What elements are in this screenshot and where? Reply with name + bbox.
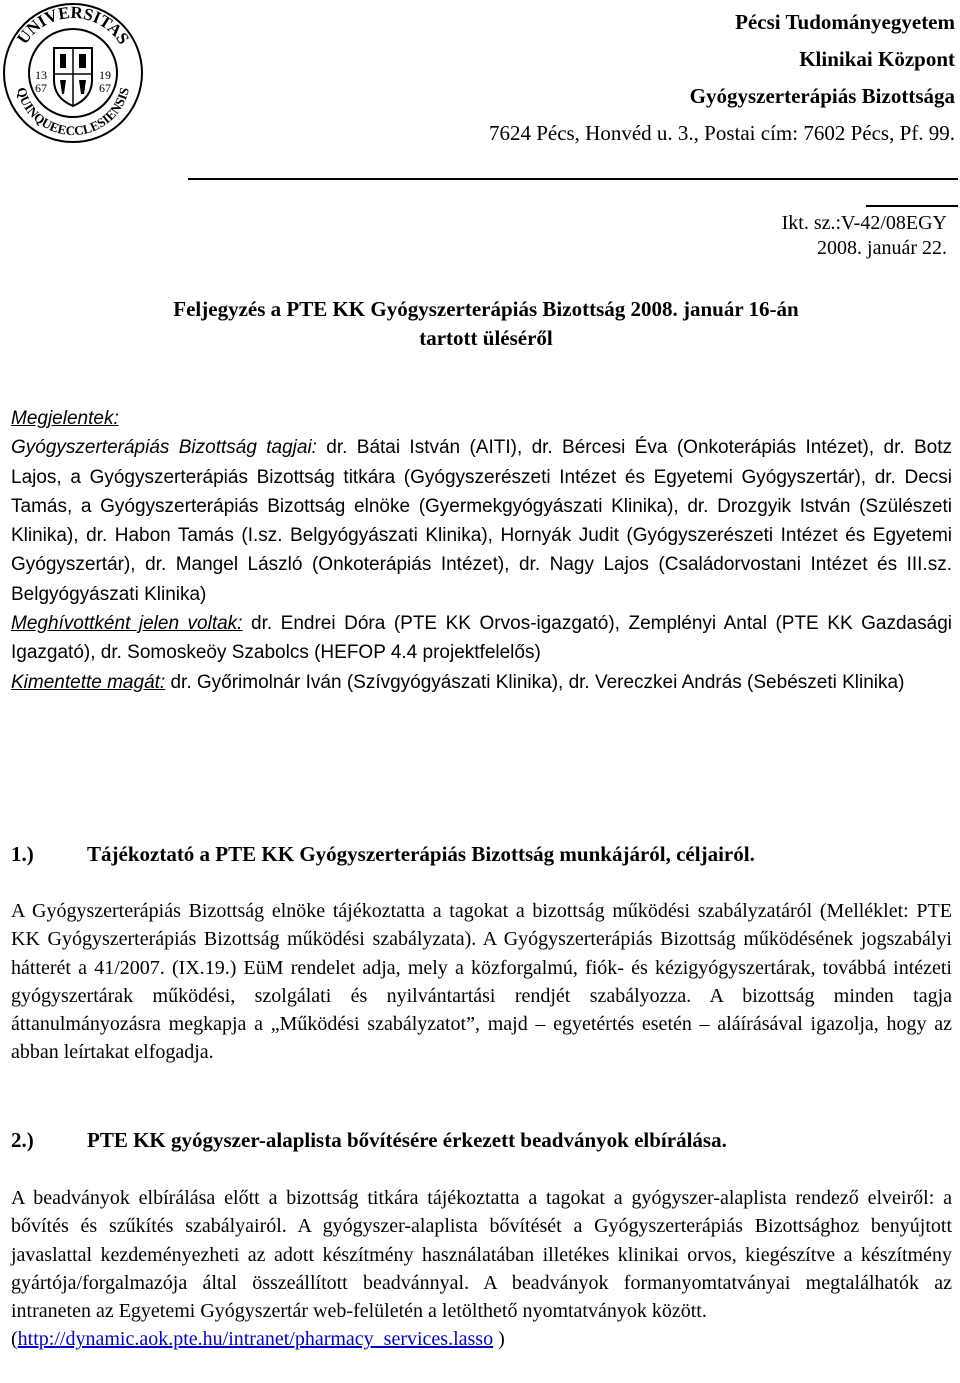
- institution-address: 7624 Pécs, Honvéd u. 3., Postai cím: 7602 Pécs, Pf. 99.: [488, 121, 955, 145]
- attendance-block: [11, 404, 952, 697]
- letterhead-divider: [188, 178, 958, 180]
- section-2-heading: [11, 1126, 727, 1154]
- svg-text:67: 67: [35, 81, 47, 95]
- section-2-title: PTE KK gyógyszer-alaplista bővítésére érkezett beadványok elbírálása.: [87, 1128, 727, 1152]
- members-label: Gyógyszerterápiás Bizottság tagjai:: [11, 437, 317, 459]
- document-title: [106, 295, 866, 353]
- svg-text:19: 19: [99, 68, 111, 82]
- section-1-body: A Gyógyszerterápiás Bizottság elnöke tájékoztatta a tagokat a bizottság működési szabályzatáról (Melléklet: PTE KK Gyógyszerterápiás Bizottság működési szabályzata). A Gyógyszerterápiás Bizottság működésének jogszabályi hátterét a 41/2007. (IX.19.) EüM rendelet adja, mely a közforgalmú, fiók- és kézigyógyszertárak, továbbá intézeti gyógyszertárak működési, szolgálati és nyilvántartási rendjét szabályozza. A bizottság minden tagja áttanulmányozásra megkapja a „Működési szabályzatot”, majd – egyetértés esetén – aláírásával igazolja, hogy az abban leírtakat elfogadja.: [11, 900, 952, 1064]
- section-1-number: 1.): [11, 842, 34, 866]
- section-2-text: A beadványok elbírálása előtt a bizottság titkára tájékoztatta a tagokat a gyógyszer-alaplista rendező elveiről: a bővítés és szűkítés szabályairól. A gyógyszer-alaplista bővítését a Gyógyszerterápiás Bizottsághoz benyújtott javaslattal kezdeményezheti az adott készítmény használatában illetékes klinikai orvos, kiegészítve a készítmény gyártója/forgalmazója által összeállított beadvánnyal. A beadványok formanyomtatványai megtalálhatók az intraneten az Egyetemi Gyógyszertár web-felületén a letölthető nyomtatványok között.: [11, 1187, 952, 1323]
- institution-center: Klinikai Központ: [799, 47, 955, 71]
- section-1-heading: [11, 840, 755, 868]
- link-paren-open: (: [11, 1328, 18, 1351]
- institution-committee: Gyógyszerterápiás Bizottsága: [689, 84, 955, 108]
- members-list: dr. Bátai István (AITI), dr. Bércesi Éva (Onkoterápiás Intézet), dr. Botz Lajos, a Gyógyszerterápiás Bizottság titkára (Gyógyszerészeti Intézet és Egyetemi Gyógyszertár), dr. Decsi Tamás, a Gyógyszerterápiás Bizottság elnöke (Gyermekgyógyászati Klinika), dr. Drozgyik István (Szülészeti Klinika), dr. Habon Tamás (I.sz. Belgyógyászati Klinika), Hornyák Judit (Gyógyszerészeti Intézet és Egyetemi Gyógyszertár), dr. Mangel László (Onkoterápiás Intézet), dr. Nagy Lajos (Családorvostani Intézet és III.sz. Belgyógyászati Klinika): [11, 437, 952, 605]
- invited-label: Meghívottként jelen voltak:: [11, 613, 243, 635]
- invited-paragraph: [11, 609, 952, 668]
- institution-name: Pécsi Tudományegyetem: [735, 10, 955, 34]
- title-line-1: Feljegyzés a PTE KK Gyógyszerterápiás Bizottság 2008. január 16-án: [173, 297, 799, 321]
- excused-label: Kimentette magát:: [11, 671, 166, 693]
- svg-text:QUINQUEECCLESIENSIS: QUINQUEECCLESIENSIS: [13, 85, 132, 139]
- pharmacy-services-link[interactable]: http://dynamic.aok.pte.hu/intranet/pharmacy_services.lasso: [17, 1328, 494, 1351]
- reference-divider: [866, 205, 958, 207]
- letterhead: [489, 4, 955, 152]
- members-paragraph: [11, 433, 952, 609]
- university-seal-logo: [2, 2, 144, 144]
- section-2-body: [11, 1184, 952, 1354]
- svg-text:UNIVERSITAS: UNIVERSITAS: [13, 2, 134, 48]
- link-paren-close: ): [493, 1328, 505, 1351]
- document-date: 2008. január 22.: [817, 237, 947, 259]
- excused-paragraph: [11, 668, 952, 697]
- present-label: Megjelentek:: [11, 408, 119, 429]
- svg-text:67: 67: [99, 81, 111, 95]
- invited-list: dr. Endrei Dóra (PTE KK Orvos-igazgató), Zemplényi Antal (PTE KK Gazdasági Igazgató), dr. Somoskeöy Szabolcs (HEFOP 4.4 projektfelelős): [11, 613, 952, 664]
- section-2-number: 2.): [11, 1128, 34, 1152]
- document-reference: [782, 211, 947, 261]
- reference-number: Ikt. sz.:V-42/08EGY: [781, 212, 947, 234]
- section-1-title: Tájékoztató a PTE KK Gyógyszerterápiás Bizottság munkájáról, céljairól.: [87, 842, 755, 866]
- title-line-2: tartott üléséről: [419, 326, 553, 350]
- svg-text:13: 13: [35, 68, 47, 82]
- excused-list: dr. Győrimolnár Iván (Szívgyógyászati Klinika), dr. Vereczkei András (Sebészeti Klinika): [165, 671, 905, 693]
